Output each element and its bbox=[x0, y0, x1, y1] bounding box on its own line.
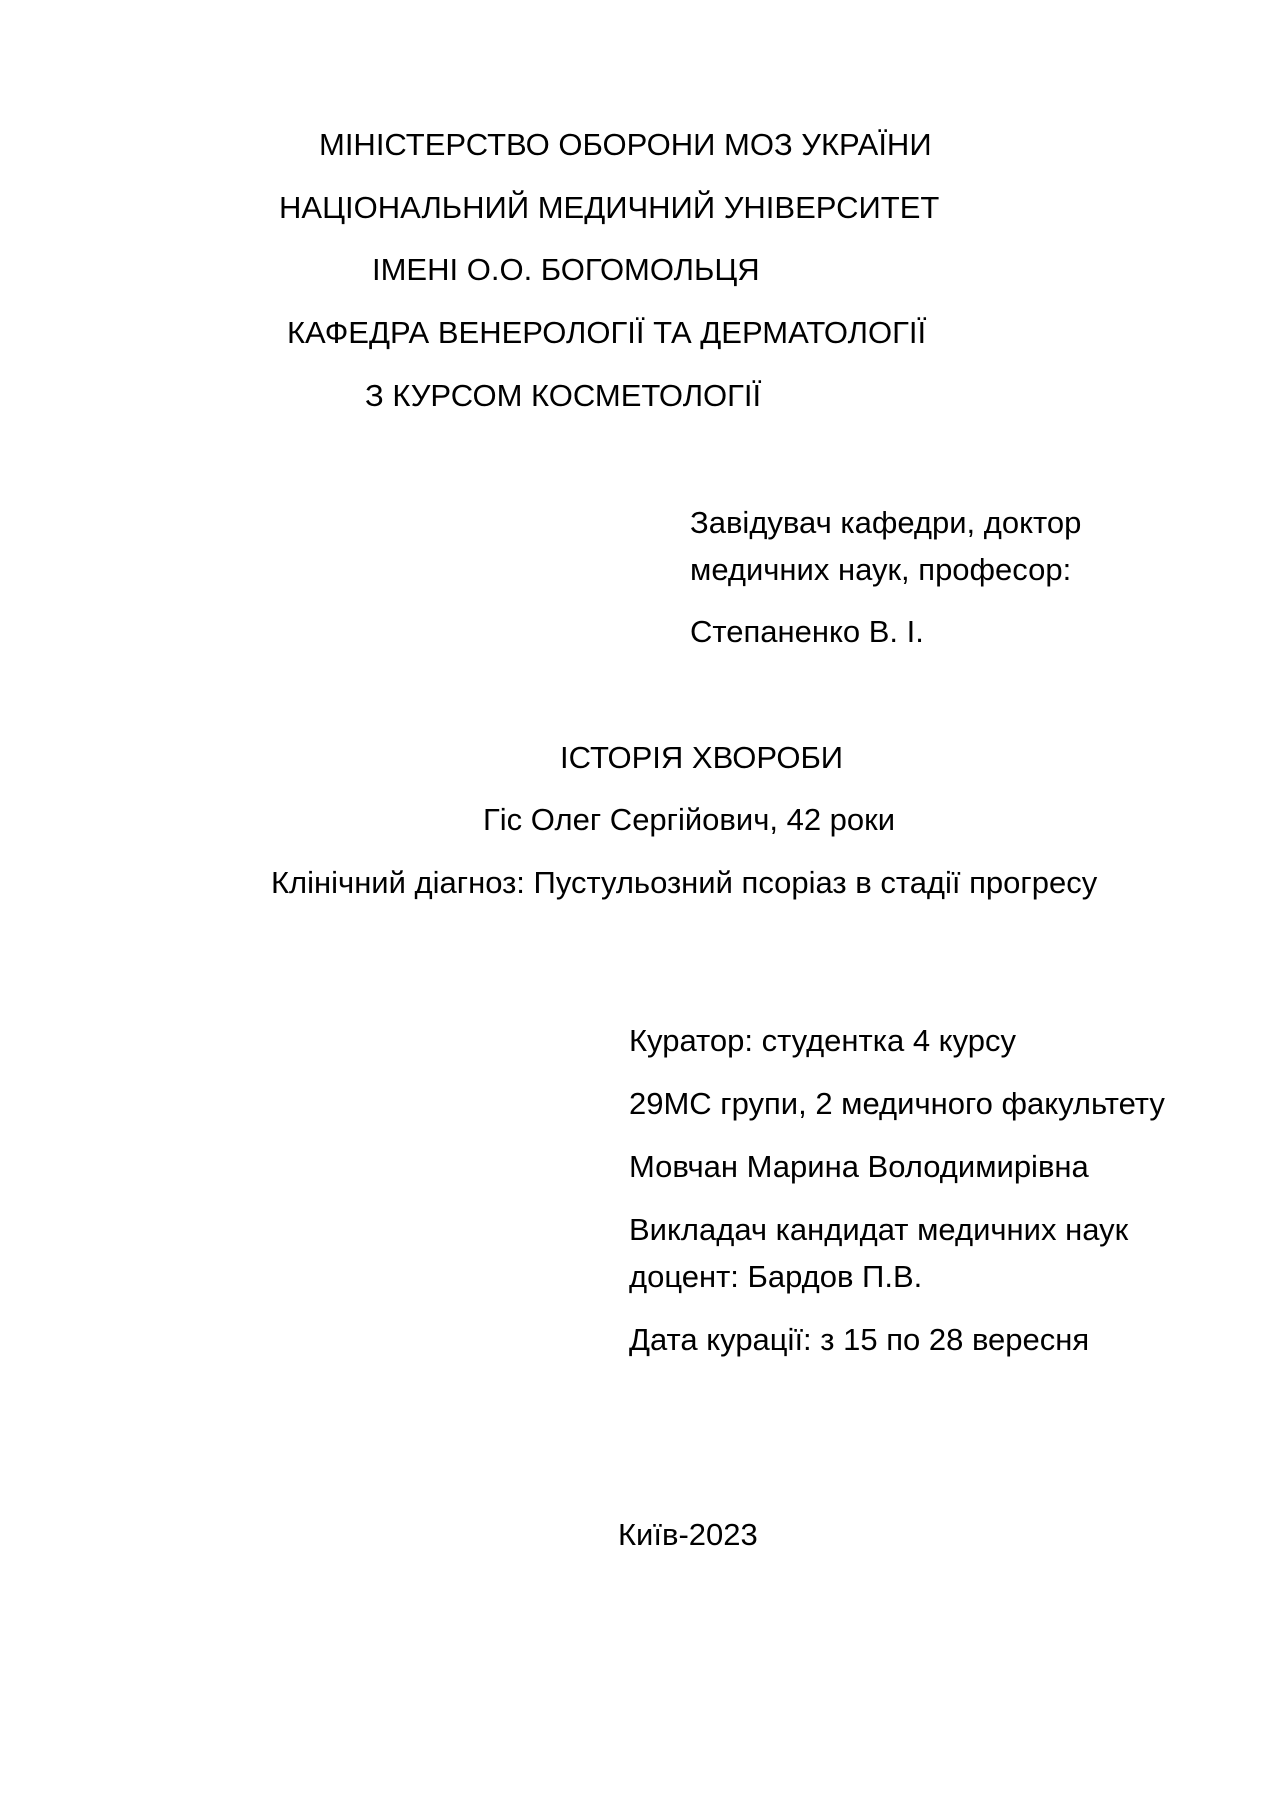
curator-line2: 29МС групи, 2 медичного факультету bbox=[629, 1086, 1165, 1121]
ministry-heading: МІНІСТЕРСТВО ОБОРОНИ МОЗ УКРАЇНИ bbox=[319, 127, 932, 162]
city-year: Київ-2023 bbox=[618, 1517, 758, 1552]
head-name: Степаненко В. І. bbox=[690, 614, 924, 649]
curator-line1: Куратор: студентка 4 курсу bbox=[629, 1023, 1016, 1058]
head-title-line2: медичних наук, професор: bbox=[690, 552, 1072, 587]
teacher-line2: доцент: Бардов П.В. bbox=[629, 1259, 923, 1294]
head-title-line1: Завідувач кафедри, доктор bbox=[690, 505, 1082, 540]
university-name-heading: ІМЕНІ О.О. БОГОМОЛЬЦЯ bbox=[372, 252, 760, 287]
department-heading: КАФЕДРА ВЕНЕРОЛОГІЇ ТА ДЕРМАТОЛОГІЇ bbox=[287, 315, 927, 350]
department-course-heading: З КУРСОМ КОСМЕТОЛОГІЇ bbox=[365, 378, 762, 413]
curator-name: Мовчан Марина Володимирівна bbox=[629, 1149, 1089, 1184]
teacher-line1: Викладач кандидат медичних наук bbox=[629, 1212, 1129, 1247]
document-title: ІСТОРІЯ ХВОРОБИ bbox=[560, 740, 844, 775]
clinical-diagnosis: Клінічний діагноз: Пустульозний псоріаз в стадії прогресу bbox=[271, 865, 1098, 900]
curation-dates: Дата курації: з 15 по 28 вересня bbox=[629, 1322, 1090, 1357]
patient-info: Гіс Олег Сергійович, 42 роки bbox=[483, 802, 896, 837]
university-heading: НАЦІОНАЛЬНИЙ МЕДИЧНИЙ УНІВЕРСИТЕТ bbox=[279, 190, 940, 225]
